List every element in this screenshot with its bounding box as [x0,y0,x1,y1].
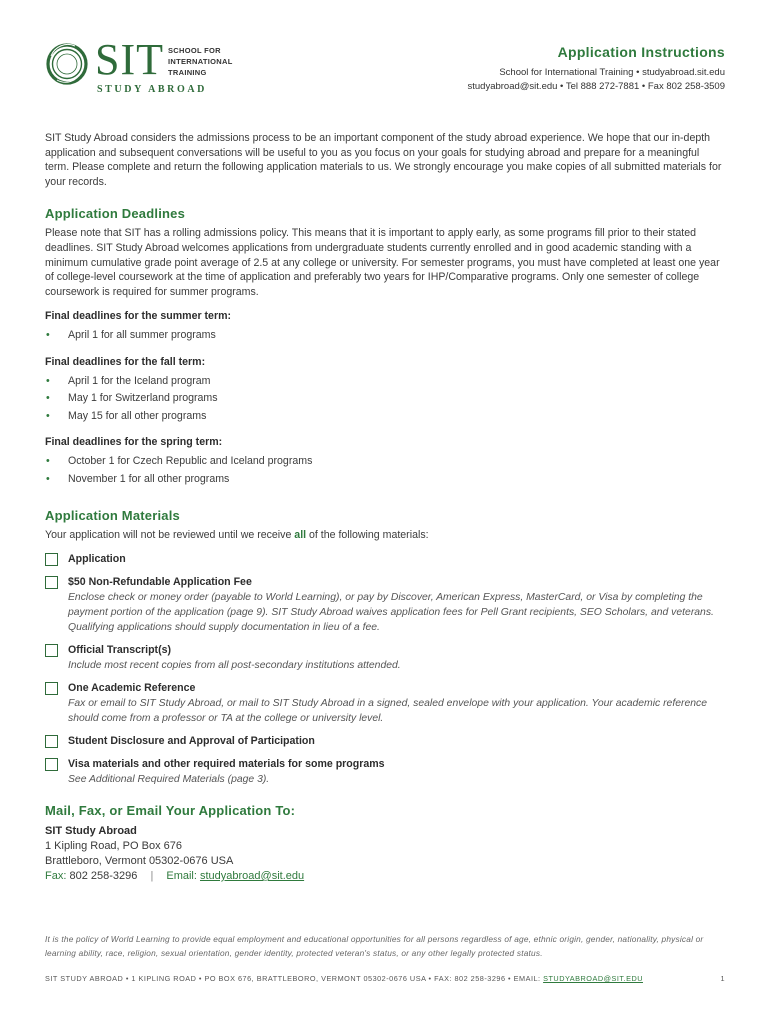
page-number: 1 [720,974,725,983]
list-item: • April 1 for all summer programs [45,327,725,345]
summer-deadlines-list [45,327,725,345]
fax-number: 802 258-3296 [69,869,138,882]
deadlines-heading: Application Deadlines [45,206,186,222]
checklist-item-reference: One Academic Reference Fax or email to SIT Study Abroad, or mail to SIT Study Abroad in a signed, sealed envelope with your application. Your academic reference should come from a professor or TA at the college or university level. [45,681,725,726]
materials-heading: Application Materials [45,508,180,524]
page-footer [45,974,727,983]
mail-heading: Mail, Fax, or Email Your Application To: [45,802,296,818]
bullet-icon: • [46,409,50,422]
logo-study-abroad: STUDY ABROAD [97,84,208,95]
logo-sit: SIT [95,35,164,84]
checklist-item-disclosure: Student Disclosure and Approval of Participation [45,734,725,749]
bullet-icon: • [46,374,50,387]
bullet-icon: • [46,455,50,468]
materials-intro: Your application will not be reviewed until we receive all of the following materials: [45,529,429,542]
deadlines-paragraph: Please note that SIT has a rolling admissions policy. This means that it is important to apply early, as some programs fill prior to their stated deadlines. SIT Study Abroad welcomes applications from undergraduate students currently enrolled and in good academic standing with a minimum cumulative grade point average of 2.5 at any college or university. For semester programs, you must have completed at least one year of college-level coursework at the time of application and preferably two years for IHP/Comparative programs. Only one semester of college coursework is required for summer programs. [45,227,720,298]
sit-logo [45,35,245,100]
bullet-icon: • [46,329,50,342]
email-label: Email: [166,869,197,882]
checkbox[interactable] [45,682,58,695]
checklist-item-application: Application [45,552,725,567]
fall-term-label: Final deadlines for the fall term: [45,355,206,368]
contact-line [45,869,725,884]
mailing-address [45,824,725,884]
bullet-icon: • [46,472,50,485]
footer-email-link[interactable]: STUDYABROAD@SIT.EDU [543,974,643,983]
checklist-item-fee: $50 Non-Refundable Application Fee Enclose check or money order (payable to World Learning), or pay by Discover, American Express, MasterCard, or Visa by completing the payment portion of the application (page 9). SIT Study Abroad waives application fees for Pell Grant recipients, SEO Scholars, and veterans. Qualifying applications should supply documentation in lieu of a fee. [45,575,725,635]
equal-opportunity-policy: It is the policy of World Learning to provide equal employment and educational opportunities for all persons regardless of age, ethnic origin, gender, nationality, physical or learning ability, race, religion, sexual orientation, gender identity, protected veteran's status, or any other legally protected status. [45,934,704,958]
list-item: • October 1 for Czech Republic and Iceland programs [45,453,725,471]
page-title: Application Instructions [557,44,725,60]
logo-ring-icon [45,42,89,86]
checkbox[interactable] [45,553,58,566]
header-line-2: studyabroad@sit.edu • Tel 888 272-7881 • Fax 802 258-3509 [467,81,725,92]
spring-deadlines-list [45,453,725,488]
logo-school-name: SCHOOL FOR INTERNATIONAL TRAINING [168,46,233,77]
fall-deadlines-list [45,373,725,426]
address-line-2: Brattleboro, Vermont 05302-0676 USA [45,854,234,867]
address-name: SIT Study Abroad [45,824,137,837]
spring-term-label: Final deadlines for the spring term: [45,436,223,449]
address-line-1: 1 Kipling Road, PO Box 676 [45,839,182,852]
footer-text: SIT STUDY ABROAD • 1 KIPLING ROAD • PO BOX 676, BRATTLEBORO, VERMONT 05302-0676 USA • FAX: 802 258-3296 • EMAIL: [45,974,544,983]
checkbox[interactable] [45,735,58,748]
intro-paragraph: SIT Study Abroad considers the admissions process to be an important component of the study abroad experience. We hope that our in-depth application and subsequent conversations will be useful to you as you focus on your goals for studying abroad and prepare for a meaningful term. Please complete and return the following application materials to us. We strongly encourage you make copies of all submitted materials for your records. [45,132,722,188]
list-item: • May 15 for all other programs [45,408,725,426]
checkbox[interactable] [45,576,58,589]
email-link[interactable]: studyabroad@sit.edu [199,869,305,882]
header-line-1: School for International Training • studyabroad.sit.edu [499,67,725,78]
bullet-icon: • [46,392,50,405]
fax-label: Fax: [45,869,67,882]
summer-term-label: Final deadlines for the summer term: [45,310,232,323]
checklist-item-transcripts: Official Transcript(s) Include most recent copies from all post-secondary institutions attended. [45,643,725,673]
checkbox[interactable] [45,758,58,771]
checkbox[interactable] [45,644,58,657]
header-info [468,44,726,93]
list-item: • May 1 for Switzerland programs [45,390,725,408]
list-item: • November 1 for all other programs [45,471,725,489]
checklist-item-visa: Visa materials and other required materials for some programs See Additional Required Materials (page 3). [45,757,725,787]
main-content [45,131,725,884]
list-item: • April 1 for the Iceland program [45,373,725,391]
separator: | [150,869,154,882]
